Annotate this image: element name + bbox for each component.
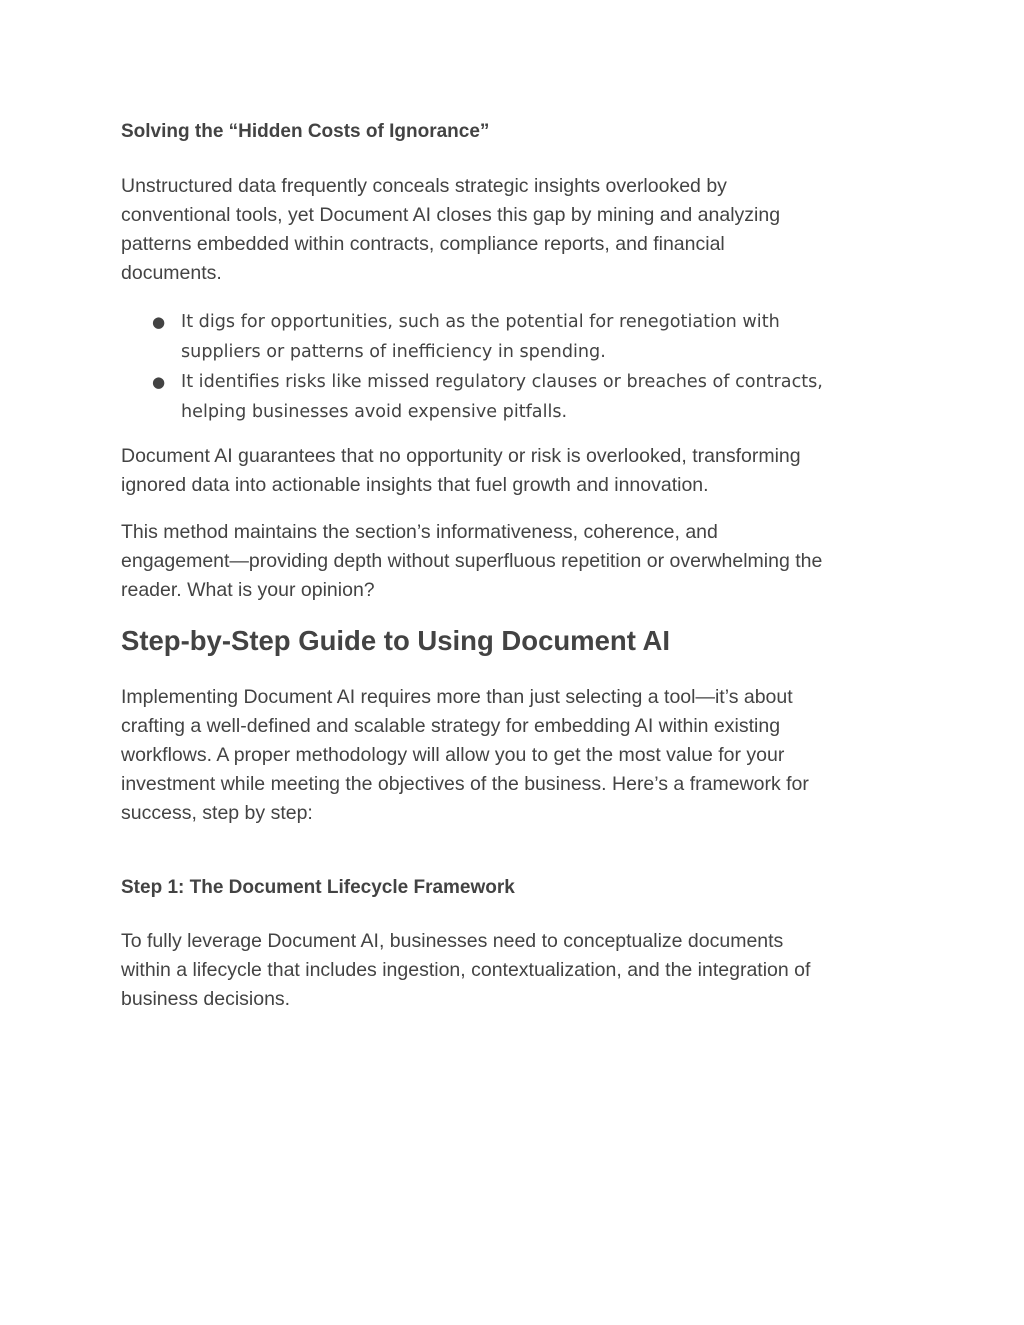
list-item	[121, 367, 911, 427]
paragraph-conclusion	[121, 442, 911, 500]
text-line: workflows. A proper methodology will allow you to get the most value for your	[121, 744, 785, 766]
text-line: engagement—providing depth without superfluous repetition or overwhelming the	[121, 550, 823, 572]
text-line: investment while meeting the objectives of the business. Here’s a framework for	[121, 773, 809, 795]
text-line: Document AI guarantees that no opportunity or risk is overlooked, transforming	[121, 445, 801, 467]
bullet-icon: ●	[152, 373, 166, 391]
text-line: Implementing Document AI requires more than just selecting a tool—it’s about	[121, 686, 793, 708]
text-line: documents.	[121, 262, 222, 284]
text-line: suppliers or patterns of inefficiency in spending.	[181, 342, 606, 362]
text-line: business decisions.	[121, 988, 291, 1010]
text-line: ignored data into actionable insights that fuel growth and innovation.	[121, 474, 709, 496]
paragraph-method	[121, 518, 911, 605]
text-line: Unstructured data frequently conceals strategic insights overlooked by	[121, 175, 727, 197]
text-line: It identifies risks like missed regulatory clauses or breaches of contracts,	[181, 372, 823, 392]
text-line: helping businesses avoid expensive pitfalls.	[181, 402, 568, 422]
text-line: conventional tools, yet Document AI closes this gap by mining and analyzing	[121, 204, 781, 226]
bullet-icon: ●	[152, 313, 166, 331]
document-content	[121, 118, 911, 1014]
text-line: It digs for opportunities, such as the potential for renegotiation with	[181, 312, 780, 332]
step-1-heading: Step 1: The Document Lifecycle Framework	[121, 877, 515, 898]
text-line: success, step by step:	[121, 802, 313, 824]
text-line: To fully leverage Document AI, businesses need to conceptualize documents	[121, 930, 784, 952]
text-line: This method maintains the section’s informativeness, coherence, and	[121, 521, 718, 543]
text-line: reader. What is your opinion?	[121, 579, 375, 601]
list-item	[121, 307, 911, 367]
text-line: patterns embedded within contracts, compliance reports, and financial	[121, 233, 725, 255]
section-heading-step-by-step: Step-by-Step Guide to Using Document AI	[121, 625, 670, 656]
section-heading-hidden-costs: Solving the “Hidden Costs of Ignorance”	[121, 121, 490, 142]
paragraph-implementing	[121, 683, 911, 828]
bullet-list	[121, 307, 911, 427]
paragraph-step-1	[121, 927, 911, 1014]
text-line: within a lifecycle that includes ingestion, contextualization, and the integration of	[121, 959, 811, 981]
text-line: crafting a well-defined and scalable strategy for embedding AI within existing	[121, 715, 781, 737]
paragraph-unstructured-data	[121, 172, 911, 288]
